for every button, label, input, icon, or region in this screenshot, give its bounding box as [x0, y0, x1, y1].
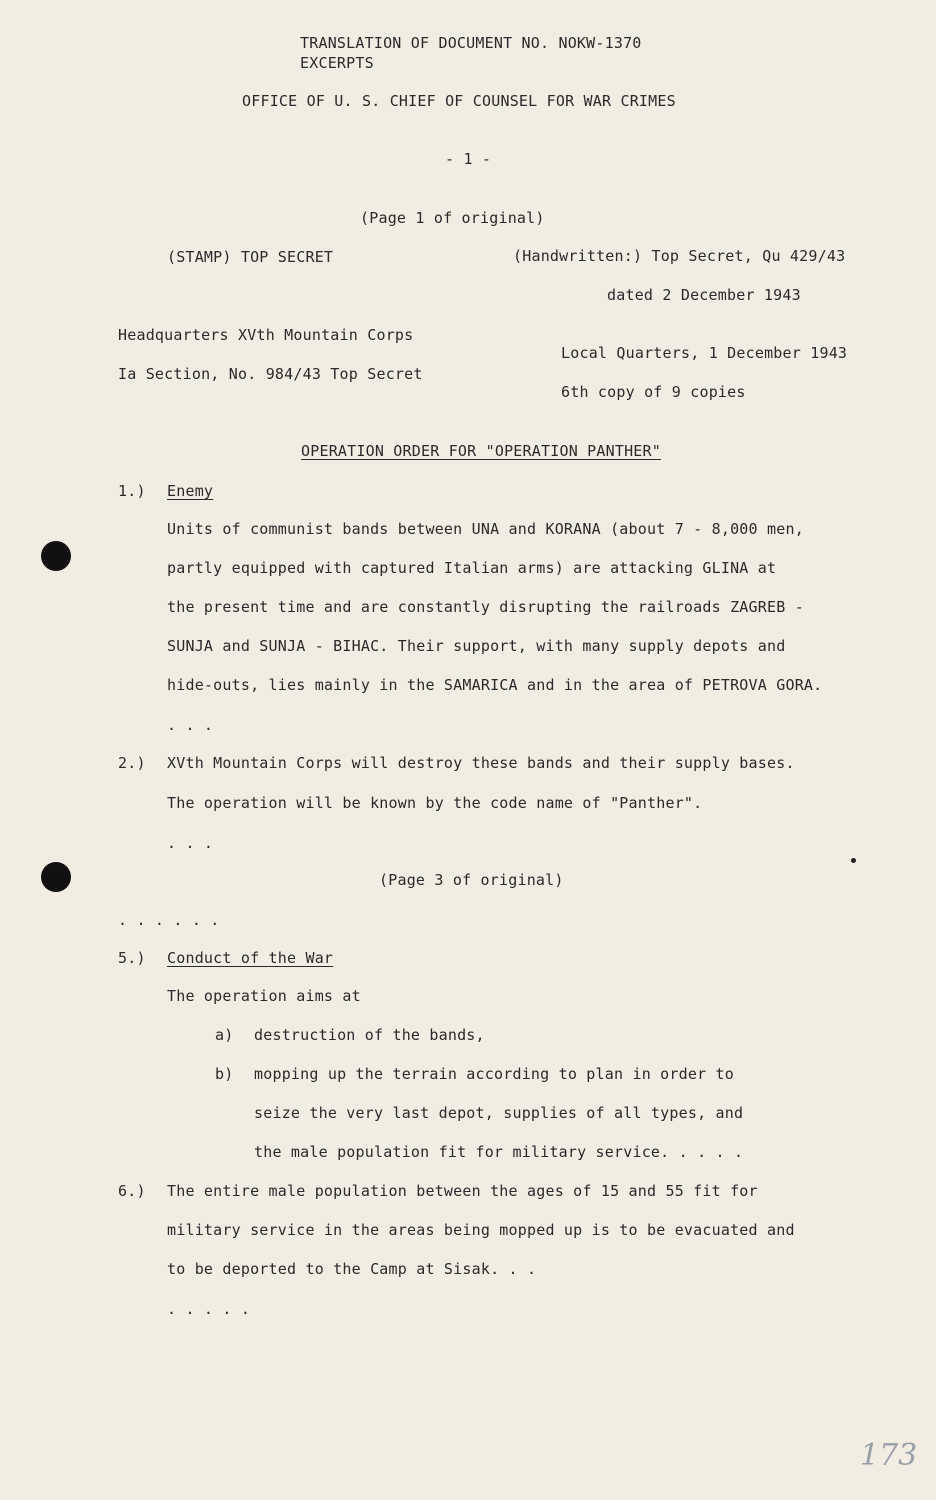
item-b-line: the male population fit for military service. . . . . [254, 1143, 744, 1161]
order-title: OPERATION ORDER FOR "OPERATION PANTHER" [301, 442, 661, 460]
punch-hole [41, 541, 71, 571]
section-1-line: the present time and are constantly disrupting the railroads ZAGREB - [167, 598, 804, 616]
section-5-intro: The operation aims at [167, 987, 361, 1005]
original-page-marker: (Page 3 of original) [379, 871, 564, 889]
section-6-line: to be deported to the Camp at Sisak. . . [167, 1260, 537, 1278]
original-page-marker: (Page 1 of original) [360, 209, 545, 227]
handwritten-note: (Handwritten:) Top Secret, Qu 429/43 [513, 247, 846, 265]
item-b-line: mopping up the terrain according to plan in order to [254, 1065, 734, 1083]
section-1-heading: Enemy [167, 482, 214, 500]
section-1-line: partly equipped with captured Italian arms) are attacking GLINA at [167, 559, 777, 577]
item-a-text: destruction of the bands, [254, 1026, 485, 1044]
omission-ellipsis: . . . . . . [118, 911, 220, 929]
section-6-number: 6.) [118, 1182, 146, 1200]
section-1-number: 1.) [118, 482, 146, 500]
section-2-line: The operation will be known by the code name of "Panther". [167, 794, 703, 812]
copies-line: 6th copy of 9 copies [561, 383, 746, 401]
section-line: Ia Section, No. 984/43 Top Secret [118, 365, 423, 383]
header-excerpts: EXCERPTS [300, 54, 374, 72]
punch-hole [41, 862, 71, 892]
section-6-line: The entire male population between the ages of 15 and 55 fit for [167, 1182, 758, 1200]
section-2-line: XVth Mountain Corps will destroy these bands and their supply bases. [167, 754, 795, 772]
item-b-line: seize the very last depot, supplies of all types, and [254, 1104, 744, 1122]
header-office: OFFICE OF U. S. CHIEF OF COUNSEL FOR WAR CRIMES [242, 92, 676, 110]
section-1-line: Units of communist bands between UNA and KORANA (about 7 - 8,000 men, [167, 520, 804, 538]
local-quarters-line: Local Quarters, 1 December 1943 [561, 344, 848, 362]
dated-line: dated 2 December 1943 [607, 286, 801, 304]
section-6-ellipsis: . . . . . [167, 1300, 251, 1318]
section-1-ellipsis: . . . [167, 716, 214, 734]
handwritten-folio-number: 173 [860, 1438, 918, 1473]
headquarters-line: Headquarters XVth Mountain Corps [118, 326, 414, 344]
section-5-number: 5.) [118, 949, 146, 967]
section-5-heading: Conduct of the War [167, 949, 334, 967]
section-1-line: hide-outs, lies mainly in the SAMARICA and in the area of PETROVA GORA. [167, 676, 823, 694]
section-1-line: SUNJA and SUNJA - BIHAC. Their support, with many supply depots and [167, 637, 786, 655]
ink-speck [851, 858, 856, 863]
stamp-label: (STAMP) TOP SECRET [167, 248, 334, 266]
header-translation-line: TRANSLATION OF DOCUMENT NO. NOKW-1370 [300, 34, 642, 52]
page-number: - 1 - [445, 150, 492, 168]
item-b-label: b) [215, 1065, 234, 1083]
item-a-label: a) [215, 1026, 234, 1044]
section-6-line: military service in the areas being mopped up is to be evacuated and [167, 1221, 795, 1239]
section-2-ellipsis: . . . [167, 834, 214, 852]
section-2-number: 2.) [118, 754, 146, 772]
